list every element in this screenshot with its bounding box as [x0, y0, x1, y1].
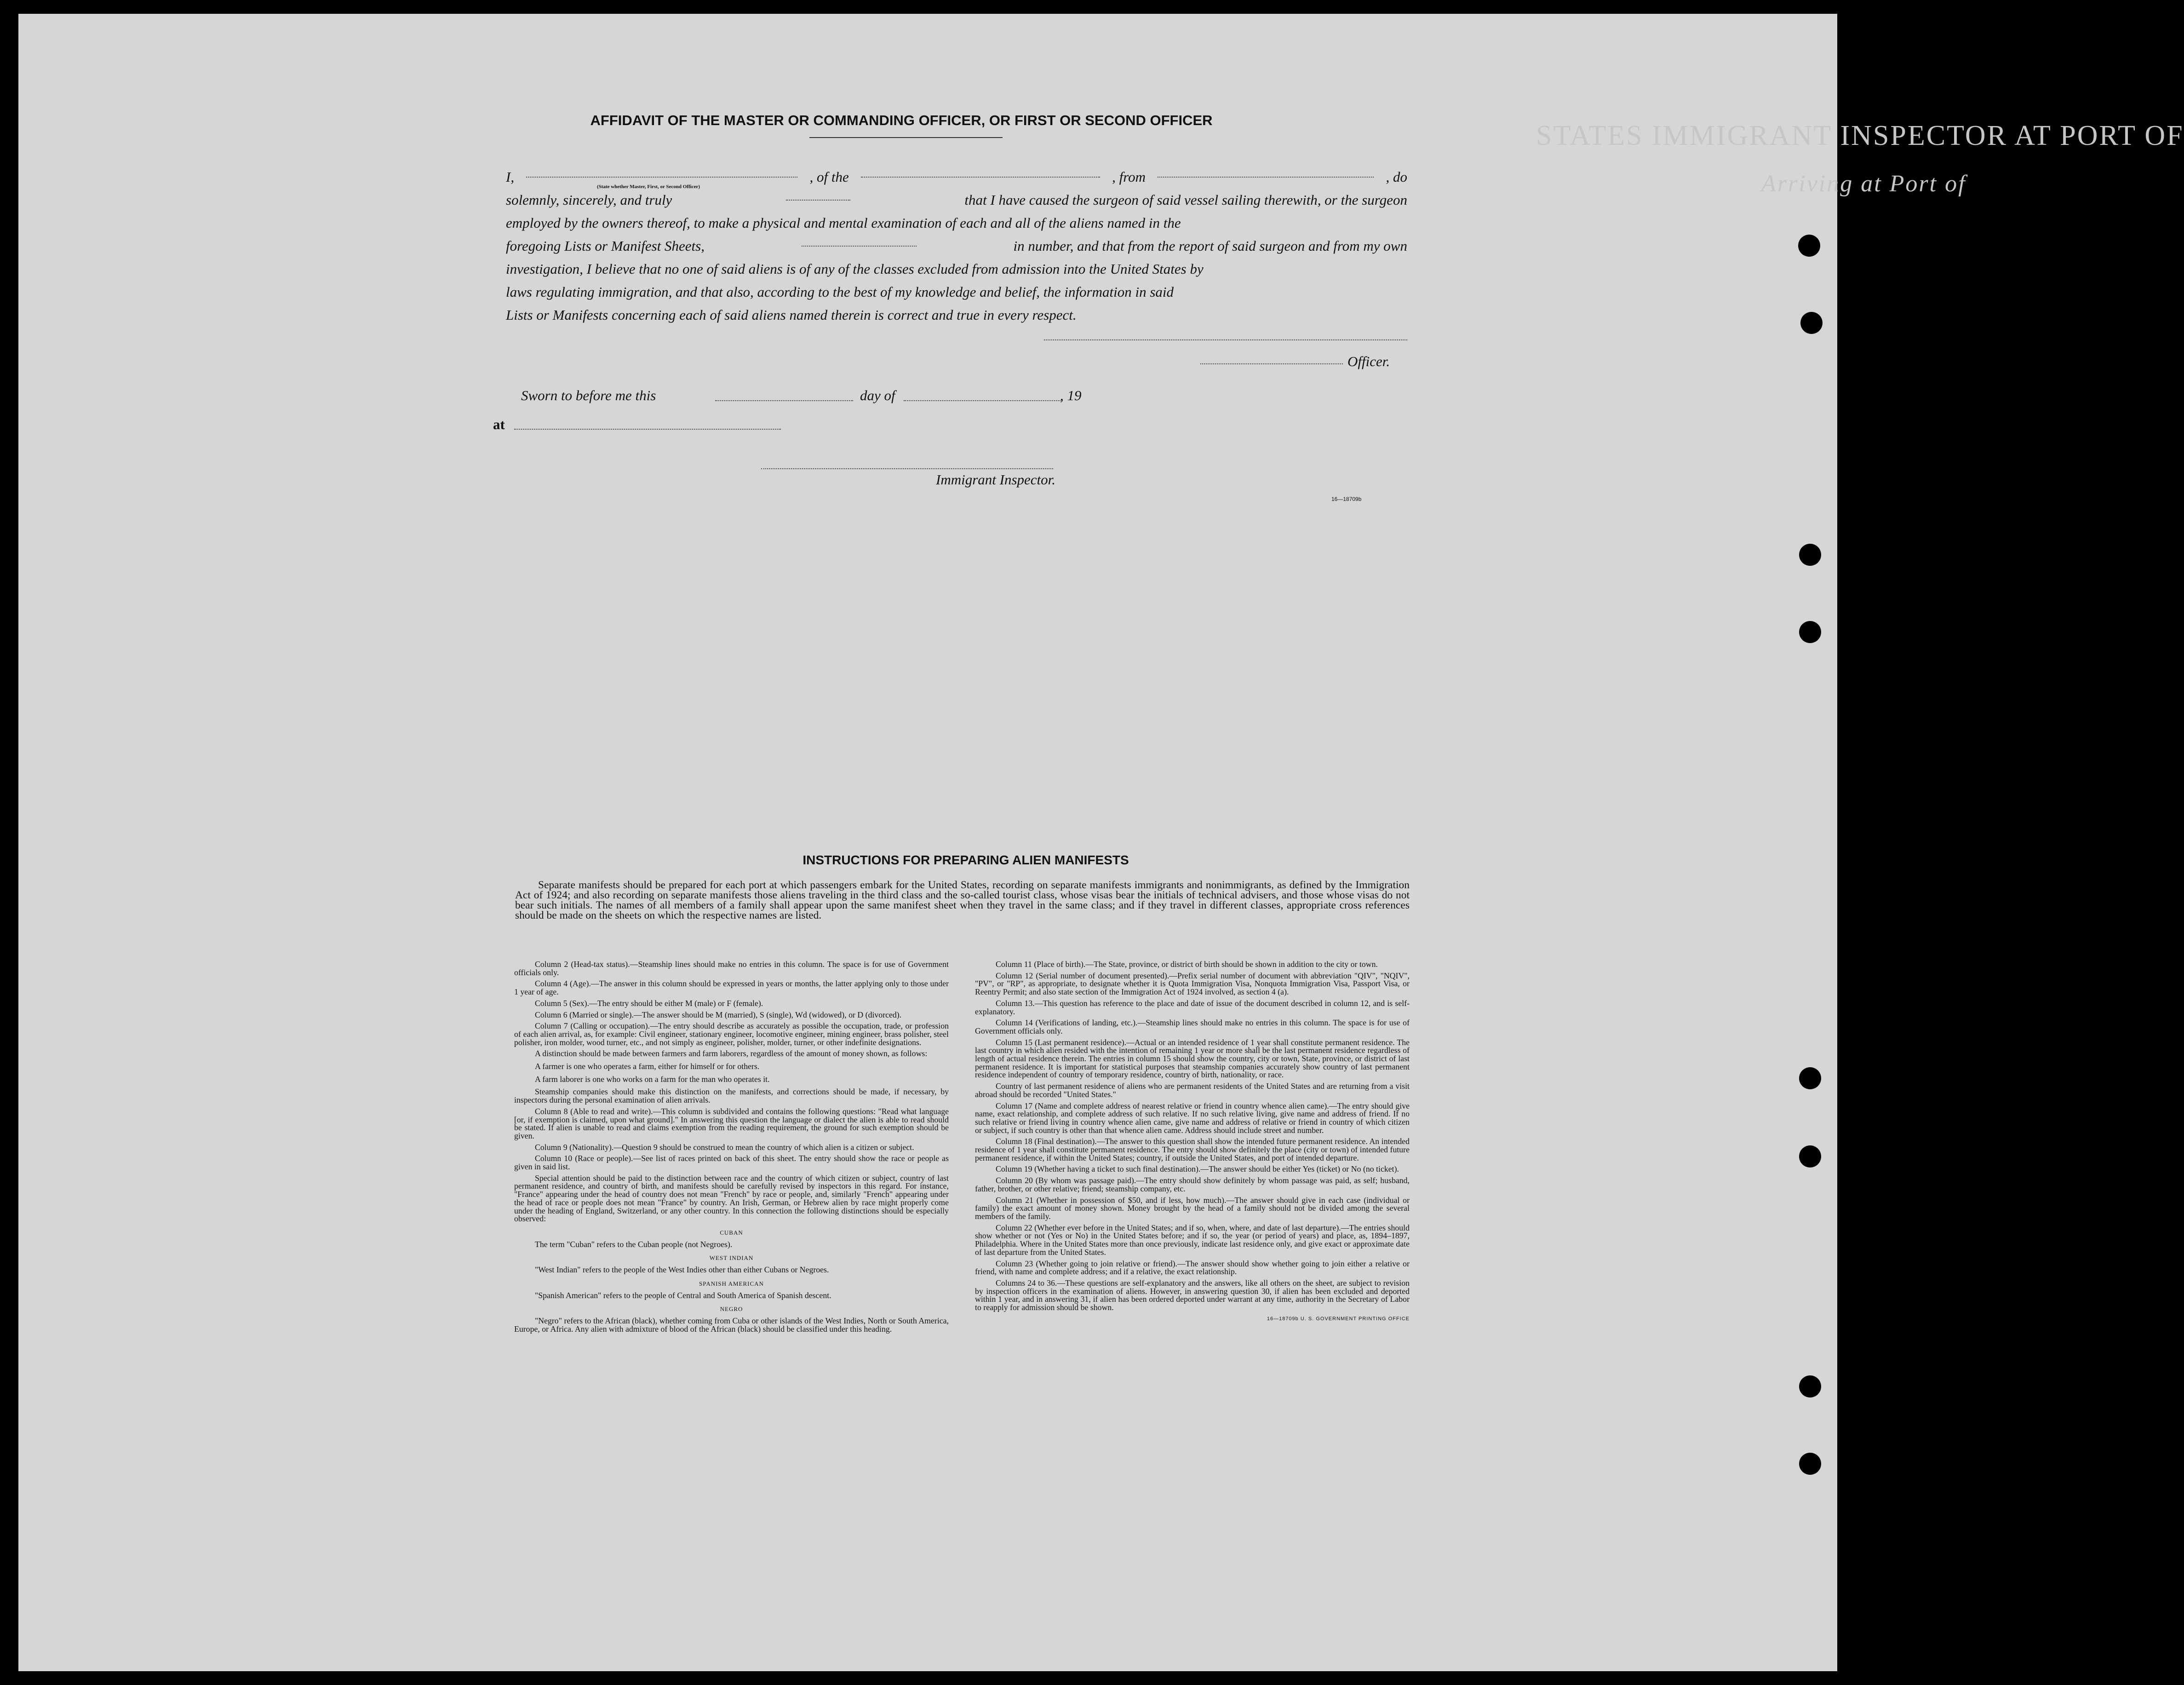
instruction-paragraph: "Spanish American" refers to the people of Central and South America of Spanish descent. — [535, 1290, 831, 1300]
instruction-paragraph: "West Indian" refers to the people of the West Indies other than either Cubans or Negroes. — [535, 1265, 829, 1275]
sheet-count-field[interactable] — [802, 235, 917, 247]
affidavit-line — [506, 212, 1407, 235]
punch-hole — [1798, 235, 1820, 257]
instruction-paragraph: Column 5 (Sex).—The entry should be either M (male) or F (female). — [535, 998, 763, 1008]
affidavit-text-segment: Lists or Manifests concerning each of said aliens named therein is correct and true in every respect. — [506, 307, 1077, 323]
sworn-month-field[interactable] — [904, 400, 1062, 401]
instruction-paragraph: Column 2 (Head-tax status).—Steamship lines should make no entries in this column. The space is for use of Government officials only. — [514, 960, 949, 977]
instruction-paragraph: Column 18 (Final destination).—The answer to this question shall show the intended future permanent residence. An intended residence of 1 year shall constitute permanent residence. The entry should show definitely the place (city or town) of intended future permanent residence, if within the United States; country, if outside the United States, and port of intended departure. — [975, 1137, 1410, 1162]
affidavit-text-segment: employed by the owners thereof, to make a physical and mental examination of each and all of the aliens named in the — [506, 215, 1181, 231]
rank-sub-note: (State whether Master, First, or Second Officer) — [597, 184, 700, 190]
form-code: 16—18709b — [1331, 496, 1362, 502]
instruction-paragraph: Column 21 (Whether in possession of $50, and if less, how much).—The answer should give in each case (individual or family) the exact amount of money shown. Money brought by the head of a family should not be divided among the several members of the family. — [975, 1195, 1410, 1221]
instruction-paragraph: Column 8 (Able to read and write).—This column is subdivided and contains the following questions: "Read what language [or, if exemption is claimed, upon what ground]." In answering this question the language or dialect the alien is able to read should be stated. If alien is unable to read and claims exemption from the reading requirement, the ground for such exemption should be given. — [514, 1106, 949, 1140]
title-rule — [809, 137, 1003, 138]
bleed-through-text: STATES IMMIGRANT INSPECTOR AT PORT OF — [1536, 120, 2184, 151]
printer-imprint: 16—18709b U. S. GOVERNMENT PRINTING OFFICE — [1267, 1316, 1410, 1322]
affidavit-line — [506, 258, 1407, 281]
affidavit-text-segment: solemnly, sincerely, and truly — [506, 192, 672, 208]
instruction-paragraph: A farmer is one who operates a farm, either for himself or for others. — [535, 1062, 760, 1071]
punch-hole — [1799, 1145, 1821, 1167]
race-heading: NEGRO — [720, 1305, 743, 1313]
punch-hole — [1799, 544, 1821, 566]
instruction-paragraph: Column 20 (By whom was passage paid).—The entry should show definitely by whom passage was paid, as self; husband, father, brother, or other relative; friend; steamship company, etc. — [975, 1176, 1410, 1193]
punch-hole — [1799, 1067, 1821, 1089]
instruction-paragraph: Column 14 (Verifications of landing, etc.).—Steamship lines should make no entries in this column. The space is for use of Government officials only. — [975, 1018, 1410, 1035]
affidavit-text-segment: laws regulating immigration, and that also, according to the best of my knowledge and belief, the information in said — [506, 284, 1174, 300]
affidavit-text-segment: , of the — [809, 169, 849, 185]
affidavit-line — [506, 304, 1407, 327]
instruction-paragraph: Column 7 (Calling or occupation).—The entry should describe as accurately as possible the occupation, trade, or profession of each alien arrival, as, for example: Civil engineer, stationary engineer, locomotive engineer, mining engineer, brass polisher, steel polisher, iron molder, wood turner, etc., and not simply as engineer, polisher, molder, turner, or other indefinite designations. — [514, 1021, 949, 1047]
instruction-paragraph: Columns 24 to 36.—These questions are self-explanatory and the answers, like all others on the sheet, are subject to revision by inspection officers in the examination of aliens. However, in answering question 30, if alien has been excluded and deported within 1 year, and in answering 31, if alien has been ordered deported under warrant at any time, authority in the Secretary of Labor to reapply for admission should be shown. — [975, 1278, 1410, 1312]
sworn-day-of-label: day of — [860, 387, 895, 403]
inspector-signature-line[interactable] — [761, 468, 1053, 469]
instructions-title: INSTRUCTIONS FOR PREPARING ALIEN MANIFESTS — [803, 853, 1129, 867]
affirmation-field[interactable] — [786, 189, 850, 201]
at-label: at — [493, 416, 505, 432]
instruction-paragraph: Column 17 (Name and complete address of nearest relative or friend in country whence alien came).—The entry should give name, exact relationship, and complete address of such relative. If no such relative living, give name and address of friend. If no such relative or friend living in country whence alien came, give name and address of relative or friend in country of which citizen or subject, if such country is other than that whence alien came. Address should include street and number. — [975, 1101, 1410, 1135]
affidavit-title: AFFIDAVIT OF THE MASTER OR COMMANDING OFFICER, OR FIRST OR SECOND OFFICER — [590, 112, 1213, 128]
affidavit-text-segment: , do — [1386, 169, 1407, 185]
affidavit-text-segment: investigation, I believe that no one of said aliens is of any of the classes excluded from admission into the United States by — [506, 261, 1204, 277]
affidavit-text-segment: in number, and that from the report of said surgeon and from my own — [1013, 238, 1407, 254]
affidavit-text-segment: I, — [506, 169, 515, 185]
punch-hole — [1799, 621, 1821, 643]
instruction-paragraph: Column 4 (Age).—The answer in this column should be expressed in years or months, the latter applying only to those under 1 year of age. — [514, 979, 949, 997]
inspector-label: Immigrant Inspector. — [936, 472, 1056, 488]
punch-hole — [1799, 1453, 1821, 1475]
instruction-paragraph: Column 10 (Race or people).—See list of races printed on back of this sheet. The entry should show the race or people as given in said list. — [514, 1154, 949, 1172]
punch-hole — [1800, 312, 1823, 334]
affidavit-text — [506, 166, 1407, 327]
instruction-paragraph: Column 23 (Whether going to join relative or friend).—The answer should show whether going to join either a relative or friend, with name and complete address; and if a relative, the exact relationship. — [975, 1259, 1410, 1277]
instruction-paragraph: Column 19 (Whether having a ticket to such final destination).—The answer should be either Yes (ticket) or No (no ticket). — [996, 1164, 1399, 1174]
instructions-intro: Separate manifests should be prepared for each port at which passengers embark for the United States, recording on separate manifests immigrants and nonimmigrants, as defined by the Immigration Act of 1924; and also recording on separate manifests those aliens traveling in the third class and the so-called tourist class, whose visas bear the initials of technical advisers, and those whose visas do not bear such initials. The names of all members of a family shall appear upon the same manifest sheet when they travel in the same class; and if they travel in different classes, appropriate cross references should be made on the sheets on which the respective names are listed. — [515, 879, 1410, 921]
instructions-right-column — [975, 960, 1410, 1323]
document-page — [18, 14, 2184, 1671]
bleed-through-text: Arriving at Port of — [1761, 171, 1966, 197]
officer-rank-field[interactable] — [526, 166, 797, 178]
instruction-paragraph: Column 22 (Whether ever before in the United States; and if so, when, where, and date of last departure).—The entries should show whether or not (Yes or No) in the United States before; and if so, the year (or period of years) and place, as, 1894–1897, Philadelphia. Where in the United States more than once previously, indicate last residence only, and give exact or approximate date of last departure from the United States. — [975, 1223, 1410, 1257]
officer-title-line[interactable] — [1200, 363, 1343, 364]
instruction-paragraph: Country of last permanent residence of aliens who are permanent residents of the United States and are returning from a visit abroad should be recorded "United States." — [975, 1081, 1410, 1099]
affidavit-text-segment: foregoing Lists or Manifest Sheets, — [506, 238, 705, 254]
port-from-field[interactable] — [1158, 166, 1374, 178]
instruction-paragraph: Steamship companies should make this distinction on the manifests, and corrections should be made, if necessary, by inspectors during the personal examination of alien arrivals. — [514, 1087, 949, 1105]
instruction-paragraph: Column 9 (Nationality).—Question 9 should be construed to mean the country of which alien is a citizen or subject. — [535, 1142, 914, 1152]
instruction-paragraph: Column 6 (Married or single).—The answer should be M (married), S (single), Wd (widowed), or D (divorced). — [535, 1010, 902, 1019]
place-field[interactable] — [514, 429, 781, 430]
affidavit-line — [506, 235, 1407, 258]
instruction-paragraph: Column 13.—This question has reference to the place and date of issue of the document described in column 12, and is self-explanatory. — [975, 998, 1410, 1016]
instruction-paragraph: Column 12 (Serial number of document presented).—Prefix serial number of document with abbreviation "QIV", "NQIV", "PV", or "RP", as appropriate, to designate whether it is Quota Immigration Visa, Nonquota Immigration Visa, Passport Visa, or Reentry Permit; and also state section of the Immigration Act of 1924 involved, as section 4 (a). — [975, 971, 1410, 997]
race-heading: WEST INDIAN — [709, 1254, 754, 1262]
instruction-paragraph: Special attention should be paid to the distinction between race and the country of which citizen or subject, country of last permanent residence, and country of birth, and manifests should be carefully revised by inspectors in this regard. For instance, "France" appearing under the head of country does not mean "French" by race or people, and, similarly "French" appearing under the head of race or people does not mean "France" by country. An Irish, German, or Hebrew alien by race might properly come under the heading of England, Switzerland, or any other country. In this connection the following distinctions should be especially observed: — [514, 1173, 949, 1224]
affidavit-text-segment: that I have caused the surgeon of said vessel sailing therewith, or the surgeon — [964, 192, 1407, 208]
officer-label: Officer. — [1347, 353, 1390, 369]
instruction-paragraph: Column 15 (Last permanent residence).—Actual or an intended residence of 1 year shall constitute permanent residence. The last country in which alien resided with the intention of remaining 1 year or more shall be the last permanent residence regardless of length of actual residence therein. The entries in column 15 should show the country, city or town, State, province, or district of last permanent residence. It is important for statistical purposes that steamship companies accurately show country of last permanent residence independent of country of temporary residence, country of birth, nationality, or race. — [975, 1037, 1410, 1080]
instruction-paragraph: Column 11 (Place of birth).—The State, province, or district of birth should be shown in addition to the city or town. — [996, 960, 1378, 969]
instruction-paragraph: A distinction should be made between farmers and farm laborers, regardless of the amount of money shown, as follows: — [535, 1049, 928, 1058]
race-heading: SPANISH AMERICAN — [699, 1280, 764, 1287]
sworn-day-field[interactable] — [715, 400, 853, 401]
affidavit-line — [506, 281, 1407, 304]
vessel-field[interactable] — [861, 166, 1100, 178]
punch-hole — [1799, 1375, 1821, 1397]
instruction-paragraph: The term "Cuban" refers to the Cuban people (not Negroes). — [535, 1239, 733, 1249]
officer-signature-line[interactable] — [1044, 339, 1407, 340]
sworn-year-label: , 19 — [1060, 387, 1082, 403]
affidavit-line — [506, 189, 1407, 212]
sworn-label: Sworn to before me this — [521, 387, 656, 403]
affidavit-text-segment: , from — [1112, 169, 1146, 185]
instruction-paragraph: A farm laborer is one who works on a farm for the man who operates it. — [535, 1074, 770, 1084]
instruction-paragraph: "Negro" refers to the African (black), whether coming from Cuba or other islands of the West Indies, North or South America, Europe, or Africa. Any alien with admixture of blood of the African (black) should be classified under this heading. — [514, 1316, 949, 1334]
instructions-left-column — [514, 960, 949, 1336]
race-heading: CUBAN — [720, 1229, 743, 1236]
